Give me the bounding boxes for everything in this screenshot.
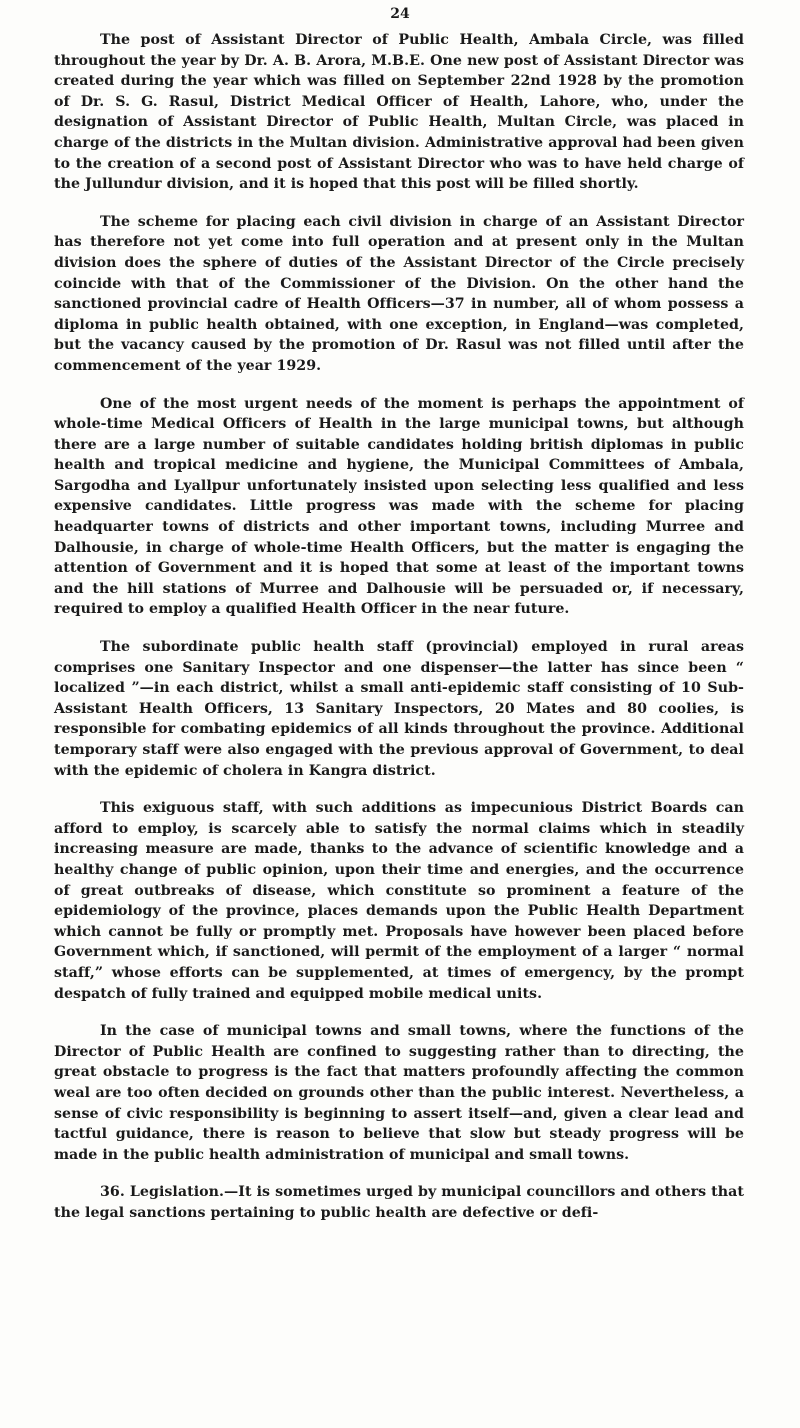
paragraph-medical-officers-municipal: One of the most urgent needs of the moment is perhaps the appointment of whole-time Medical Officers of Health in the large municipal towns, but although there are a large number of suitable candidates holding british diplomas in public health and tropical medicine and hygiene, the Municipal Committees of Ambala, Sargodha and Lyallpur unfortunately insisted upon selecting less qualified and less expensive candidates. Little progress was made with the scheme for placing headquarter towns of districts and other important towns, including Murree and Dalhousie, in charge of whole-time Health Officers, but the matter is engaging the attention of Government and it is hoped that some at least of the important towns and the hill stations of Murree and Dalhousie will be persuaded or, if necessary, required to employ a qualified Health Officer in the near future. bbox=[54, 395, 744, 618]
section-heading-legislation: 36. Legislation. bbox=[100, 1184, 225, 1201]
body-text bbox=[54, 30, 744, 1240]
paragraph-assistant-director-posts: The post of Assistant Director of Public Health, Ambala Circle, was filled throughout the year by Dr. A. B. Arora, M.B.E. One new post of Assistant Director was created during the year which was filled on September 22nd 1928 by the promotion of Dr. S. G. Rasul, District Medical Officer of Health, Lahore, who, under the designation of Assistant Director of Public Health, Multan Circle, was placed in charge of the districts in the Multan division. Administrative approval had been given to the creation of a second post of Assistant Director who was to have held charge of the Jullundur division, and it is hoped that this post will be filled shortly. bbox=[54, 32, 744, 193]
paragraph-subordinate-staff: The subordinate public health staff (provincial) employed in rural areas comprises one Sanitary Inspector and one dispenser—the latter has since been “ localized ”—in each district, whilst a small anti-epidemic staff consisting of 10 Sub-Assistant Health Officers, 13 Sanitary Inspectors, 20 Mates and 80 coolies, is responsible for combating epidemics of all kinds throughout the province. Additional temporary staff were also engaged with the previous approval of Government, to deal with the epidemic of cholera in Kangra district. bbox=[54, 639, 744, 779]
paragraph-exiguous-staff: This exiguous staff, with such additions as impecunious District Boards can afford to employ, is scarcely able to satisfy the normal claims which in steadily increasing measure are made, thanks to the advance of scientific knowledge and a healthy change of public opinion, upon their time and energies, and the occurrence of great outbreaks of disease, which constitute so prominent a feature of the epidemiology of the province, places demands upon the Public Health Department which cannot be fully or promptly met. Proposals have however been placed before Government which, if sanctioned, will permit of the employment of a larger “ normal staff,” whose efforts can be supplemented, at times of emergency, by the prompt despatch of fully trained and equipped mobile medical units. bbox=[54, 800, 744, 1002]
page-number: 24 bbox=[390, 6, 410, 22]
paragraph-municipal-towns: In the case of municipal towns and small towns, where the functions of the Director of Public Health are confined to suggesting rather than to directing, the great obstacle to progress is the fact that matters profoundly affecting the common weal are too often decided on grounds other than the public interest. Nevertheless, a sense of civic responsibility is beginning to assert itself—and, given a clear lead and tactful guidance, there is reason to believe that slow but steady progress will be made in the public health administration of municipal and small towns. bbox=[54, 1023, 744, 1163]
paragraph-legislation bbox=[54, 1182, 744, 1223]
paragraph-civil-division-scheme: The scheme for placing each civil division in charge of an Assistant Director has therefore not yet come into full operation and at present only in the Multan division does the sphere of duties of the Assistant Director of the Circle precisely coincide with that of the Commissioner of the Division. On the other hand the sanctioned provincial cadre of Health Officers—37 in number, all of whom possess a diploma in public health obtained, with one exception, in England—was completed, but the vacancy caused by the promotion of Dr. Rasul was not filled until after the commencement of the year 1929. bbox=[54, 213, 744, 374]
section-text-legislation: —It is sometimes urged by municipal councillors and others that the legal sanctions pertaining to public health are defective or defi- bbox=[54, 1184, 744, 1221]
